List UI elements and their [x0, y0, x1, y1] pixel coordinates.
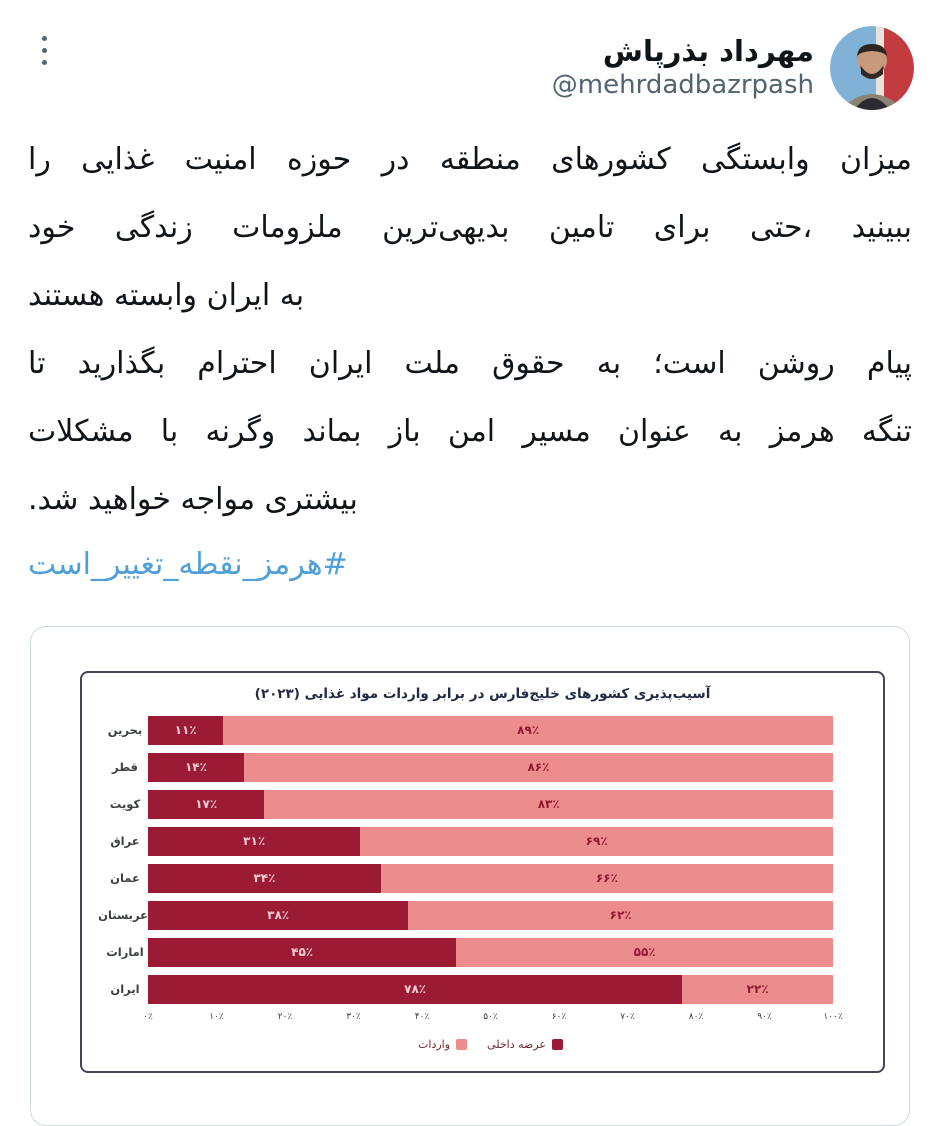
legend-label: عرضه داخلی — [487, 1037, 546, 1051]
chart-bar-value-label: ۱۷٪ — [195, 797, 218, 812]
tweet-text-line: تنگه هرمز به عنوان مسیر امن باز بماند وگرنه با مشکلات — [28, 414, 912, 449]
chart-bar-segment-domestic — [148, 901, 408, 930]
chart-x-tick-label: ۱۰٪ — [209, 1011, 224, 1022]
chart-category-label: عربستان — [98, 908, 148, 923]
chart-bar-track — [148, 975, 833, 1004]
chart-row — [96, 901, 869, 930]
chart-stacked-bar — [148, 790, 833, 819]
chart-bar-track — [148, 938, 833, 967]
chart-stacked-bar — [148, 716, 833, 745]
chart-bar-segment-imports — [381, 864, 833, 893]
author-name[interactable]: مهرداد بذرپاش — [602, 33, 814, 68]
chart-stacked-bar — [148, 753, 833, 782]
chart-bar-segment-domestic — [148, 864, 381, 893]
tweet-text-line: ببینید ،حتی برای تامین بدیهی‌ترین ملزومات زندگی خود — [28, 210, 912, 245]
chart-x-tick-label: ۸۰٪ — [688, 1011, 704, 1022]
chart-bar-value-label: ۶۶٪ — [595, 871, 618, 886]
tweet-text-line: پیام روشن است؛ به حقوق ملت ایران احترام بگذارید تا — [28, 346, 912, 381]
legend-item — [418, 1038, 467, 1051]
chart-bar-value-label: ۸۹٪ — [517, 723, 540, 738]
chart-bar-track — [148, 864, 833, 893]
chart-bar-value-label: ۷۸٪ — [404, 982, 427, 997]
chart-bar-segment-imports — [223, 716, 833, 745]
chart-plot-area — [96, 716, 869, 1004]
chart-category-label: قطر — [112, 760, 138, 775]
chart-x-tick-label: ۲۰٪ — [277, 1011, 293, 1022]
chart-x-tick-label: ۴۰٪ — [414, 1011, 430, 1022]
chart-bar-value-label: ۳۸٪ — [267, 908, 290, 923]
chart-bar-value-label: ۶۲٪ — [609, 908, 632, 923]
chart-bar-segment-imports — [408, 901, 833, 930]
chart-bar-track — [148, 827, 833, 856]
chart-x-tick-label: ۱۰۰٪ — [823, 1011, 843, 1022]
chart-bar-value-label: ۳۴٪ — [253, 871, 276, 886]
chart-row — [96, 864, 869, 893]
chart-category-label: کویت — [109, 797, 141, 812]
chart-stacked-bar — [148, 864, 833, 893]
author-block — [552, 33, 814, 103]
chart-category-label: ایران — [110, 982, 140, 997]
chart-bar-track — [148, 753, 833, 782]
tweet-text-line: میزان وابستگی کشورهای منطقه در حوزه امنیت غذایی را — [28, 142, 912, 177]
chart-row — [96, 753, 869, 782]
chart-bar-segment-domestic — [148, 975, 682, 1004]
chart-bar-segment-domestic — [148, 716, 223, 745]
chart-bar-value-label: ۶۹٪ — [585, 834, 608, 849]
tweet-text-line: بیشتری مواجه خواهید شد. — [28, 482, 358, 517]
chart-x-tick-label: ۳۰٪ — [346, 1011, 361, 1022]
chart-bar-segment-imports — [682, 975, 833, 1004]
chart-row — [96, 975, 869, 1004]
chart-bar-segment-domestic — [148, 827, 360, 856]
chart-row — [96, 938, 869, 967]
chart-bar-value-label: ۳۱٪ — [243, 834, 266, 849]
chart-bar-segment-domestic — [148, 938, 456, 967]
chart-row — [96, 716, 869, 745]
chart-stacked-bar — [148, 827, 833, 856]
chart-stacked-bar — [148, 975, 833, 1004]
more-dots-icon — [42, 36, 47, 41]
chart-x-tick-label: ۷۰٪ — [620, 1011, 635, 1022]
chart-bar-track — [148, 901, 833, 930]
chart-bar-value-label: ۴۵٪ — [291, 945, 314, 960]
chart-x-axis — [143, 1011, 843, 1028]
chart-bar-value-label: ۲۲٪ — [746, 982, 769, 997]
chart-bar-segment-domestic — [148, 790, 264, 819]
chart-category-label: عمان — [110, 871, 140, 886]
chart-stacked-bar — [148, 938, 833, 967]
chart-bar-track — [148, 716, 833, 745]
chart-frame — [80, 671, 885, 1073]
chart-category-label: عراق — [110, 834, 140, 849]
legend-swatch — [552, 1039, 563, 1050]
hashtag-link[interactable]: #هرمز_نقطه_تغییر_است — [28, 547, 348, 582]
legend-item — [487, 1038, 563, 1051]
tweet-header — [0, 0, 940, 112]
chart-bar-segment-imports — [244, 753, 833, 782]
chart-bar-track — [148, 790, 833, 819]
chart-x-tick-label: ۹۰٪ — [757, 1011, 772, 1022]
chart-title: آسیب‌پذیری کشورهای خلیج‌فارس در برابر واردات مواد غذایی (۲۰۲۳) — [254, 686, 711, 702]
legend-label: واردات — [418, 1037, 451, 1051]
chart-x-tick-label: ۶۰٪ — [551, 1011, 567, 1022]
avatar-photo — [830, 26, 914, 110]
chart-bar-value-label: ۸۳٪ — [537, 797, 560, 812]
tweet-text — [0, 112, 940, 534]
legend-swatch — [456, 1039, 467, 1050]
chart-bar-segment-imports — [456, 938, 833, 967]
chart-category-label: بحرین — [107, 723, 143, 738]
more-dots-icon — [42, 48, 47, 53]
chart-bar-segment-domestic — [148, 753, 244, 782]
chart-bar-value-label: ۸۶٪ — [527, 760, 550, 775]
tweet-media-chart[interactable] — [30, 626, 910, 1126]
tweet-text-line: به ایران وابسته هستند — [28, 278, 305, 313]
chart-bar-value-label: ۱۱٪ — [174, 723, 197, 738]
chart-row — [96, 827, 869, 856]
more-options-button[interactable] — [30, 22, 58, 78]
avatar[interactable] — [830, 26, 914, 110]
more-dots-icon — [42, 60, 47, 65]
chart-bar-segment-imports — [264, 790, 833, 819]
chart-bar-value-label: ۵۵٪ — [633, 945, 656, 960]
chart-x-tick-label: ۰٪ — [143, 1011, 153, 1022]
chart-x-tick-label: ۵۰٪ — [483, 1011, 498, 1022]
chart-row — [96, 790, 869, 819]
chart-stacked-bar — [148, 901, 833, 930]
chart-bar-value-label: ۱۴٪ — [184, 760, 207, 775]
chart-category-label: امارات — [106, 945, 144, 960]
chart-bar-segment-imports — [360, 827, 833, 856]
author-handle[interactable]: @mehrdadbazrpash — [551, 70, 814, 101]
chart-legend — [148, 1038, 833, 1051]
